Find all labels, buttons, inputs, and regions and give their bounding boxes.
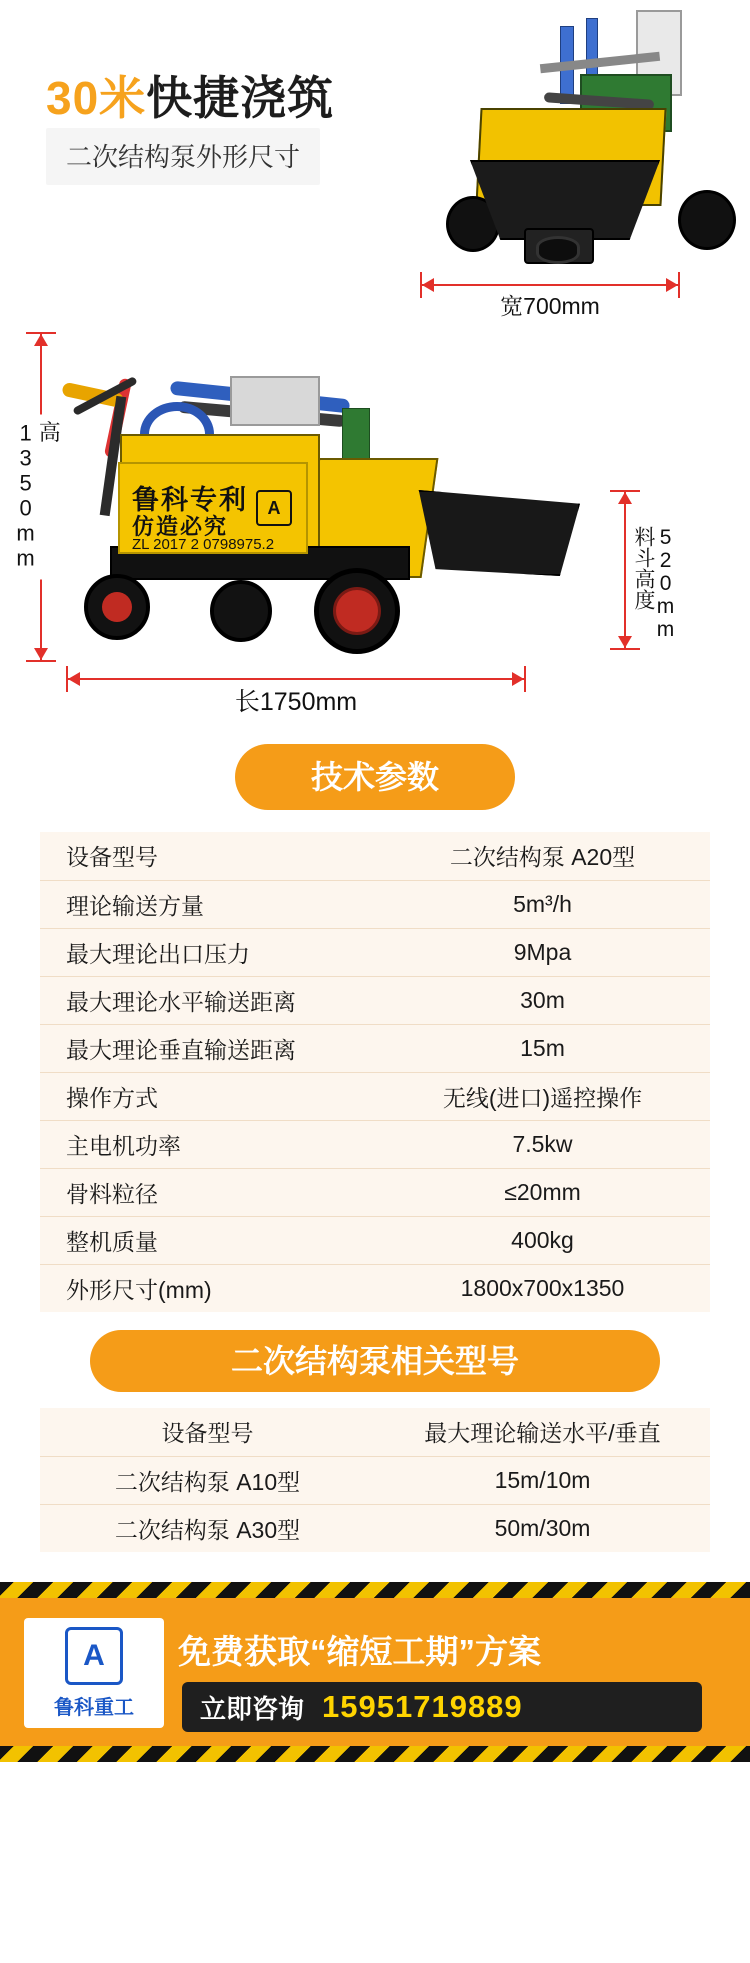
company-logo-icon: A	[65, 1627, 123, 1685]
table-row	[40, 1120, 710, 1168]
spec-value: 30m	[375, 976, 710, 1024]
hopper-shape	[412, 490, 580, 576]
related-models-table-body	[40, 1408, 710, 1552]
patent-plate-line-3: ZL 2017 2 0798975.2	[132, 536, 275, 553]
related-model-name: 二次结构泵 A10型	[40, 1456, 375, 1504]
table-row	[40, 1216, 710, 1264]
motor-box-shape	[342, 408, 370, 464]
phone-number[interactable]: 15951719889	[322, 1689, 523, 1724]
dimension-length	[66, 666, 526, 714]
related-model-range: 15m/10m	[375, 1456, 710, 1504]
dimension-line-vertical	[624, 490, 626, 650]
dimension-cap-bottom	[26, 660, 56, 662]
footer-headline: 免费获取“缩短工期”方案	[178, 1633, 541, 1670]
machine-side-photo	[60, 330, 620, 670]
wheel-rear-shape	[314, 568, 400, 654]
arrow-right-icon	[666, 278, 678, 292]
arrow-down-icon	[618, 636, 632, 648]
table-row	[40, 1456, 710, 1504]
table-header-row	[40, 1408, 710, 1456]
spec-value: ≤20mm	[375, 1168, 710, 1216]
spec-value: 9Mpa	[375, 928, 710, 976]
top-equipment-box-shape	[230, 376, 320, 426]
spec-key: 骨料粒径	[40, 1168, 375, 1216]
dimension-length-label: 长1750mm	[225, 682, 367, 718]
table-row	[40, 976, 710, 1024]
table-row	[40, 880, 710, 928]
spec-key: 整机质量	[40, 1216, 375, 1264]
spec-key: 外形尺寸(mm)	[66, 1276, 212, 1303]
spec-key: 操作方式	[40, 1072, 375, 1120]
spec-key: 理论输送方量	[40, 880, 375, 928]
spec-key: 最大理论出口压力	[40, 928, 375, 976]
page-title-rest: 快捷浇筑	[146, 72, 335, 124]
machine-side-photo-block	[0, 330, 750, 720]
consult-now-button[interactable]	[182, 1682, 702, 1732]
related-models-table	[40, 1408, 710, 1552]
page-subtitle: 二次结构泵外形尺寸	[46, 128, 320, 185]
arrow-up-icon	[34, 334, 48, 346]
arrow-right-icon	[512, 672, 524, 686]
dimension-hopper-height-value: 520mm	[654, 526, 678, 641]
spec-value: 二次结构泵 A20型	[375, 832, 710, 880]
spec-value: 15m	[375, 1024, 710, 1072]
company-logo	[24, 1618, 164, 1728]
dimension-line	[420, 284, 680, 286]
related-model-range: 50m/30m	[494, 1514, 591, 1541]
spec-value: 7.5kw	[375, 1120, 710, 1168]
hazard-stripe-top	[0, 1582, 750, 1598]
dimension-width	[420, 272, 680, 318]
outlet-pipe-shape	[536, 236, 580, 264]
table-row	[40, 928, 710, 976]
page-title	[46, 62, 334, 128]
dimension-cap-right	[524, 666, 526, 692]
dimension-width-label: 宽700mm	[492, 288, 608, 321]
spec-value: 400kg	[375, 1216, 710, 1264]
column-header-model: 设备型号	[40, 1408, 375, 1456]
table-row	[40, 1168, 710, 1216]
spec-value: 5m³/h	[375, 880, 710, 928]
section-title-related-models: 二次结构泵相关型号	[90, 1330, 660, 1392]
table-row	[40, 1504, 710, 1552]
dimension-cap-right	[678, 272, 680, 298]
spec-key: 最大理论水平输送距离	[40, 976, 375, 1024]
table-row	[40, 1264, 710, 1312]
footer-cta-banner	[0, 1582, 750, 1762]
table-row	[40, 1072, 710, 1120]
arrow-up-icon	[618, 492, 632, 504]
arrow-left-icon	[68, 672, 80, 686]
spec-key: 主电机功率	[40, 1120, 375, 1168]
machine-front-photo	[440, 0, 750, 268]
dimension-hopper-height	[610, 490, 678, 650]
company-logo-text: 鲁科重工	[54, 1696, 134, 1719]
arrow-down-icon	[34, 648, 48, 660]
hazard-stripe-bottom	[0, 1746, 750, 1762]
spec-value: 无线(进口)遥控操作	[375, 1072, 710, 1120]
dimension-line	[66, 678, 526, 680]
spec-table	[40, 832, 710, 1312]
spec-key: 设备型号	[40, 832, 375, 880]
table-row	[40, 832, 710, 880]
wheel-front-left-shape	[84, 574, 150, 640]
wheel-right-shape	[678, 190, 736, 250]
consult-now-label: 立即咨询	[200, 1693, 305, 1724]
spec-key: 最大理论垂直输送距离	[40, 1024, 375, 1072]
section-title-specs: 技术参数	[235, 744, 515, 810]
header-section	[0, 0, 750, 320]
table-row	[40, 1024, 710, 1072]
patent-plate-line-2: 仿造必究	[132, 514, 229, 539]
patent-plate-line-1: 鲁科专利	[132, 485, 248, 515]
patent-plate	[118, 462, 308, 554]
column-header-range: 最大理论输送水平/垂直	[375, 1408, 710, 1456]
wheel-mid-shape	[210, 580, 272, 642]
page-title-accent: 30米	[46, 72, 147, 124]
spec-table-body	[40, 832, 710, 1312]
dimension-hopper-height-label: 料斗高度	[632, 526, 656, 610]
arrow-left-icon	[422, 278, 434, 292]
spec-value: 1800x700x1350	[460, 1274, 625, 1301]
brand-logo-icon: A	[256, 490, 292, 526]
dimension-cap-bottom	[610, 648, 640, 650]
related-model-name: 二次结构泵 A30型	[114, 1516, 301, 1543]
dimension-height-label: 高1350mm	[14, 415, 60, 580]
